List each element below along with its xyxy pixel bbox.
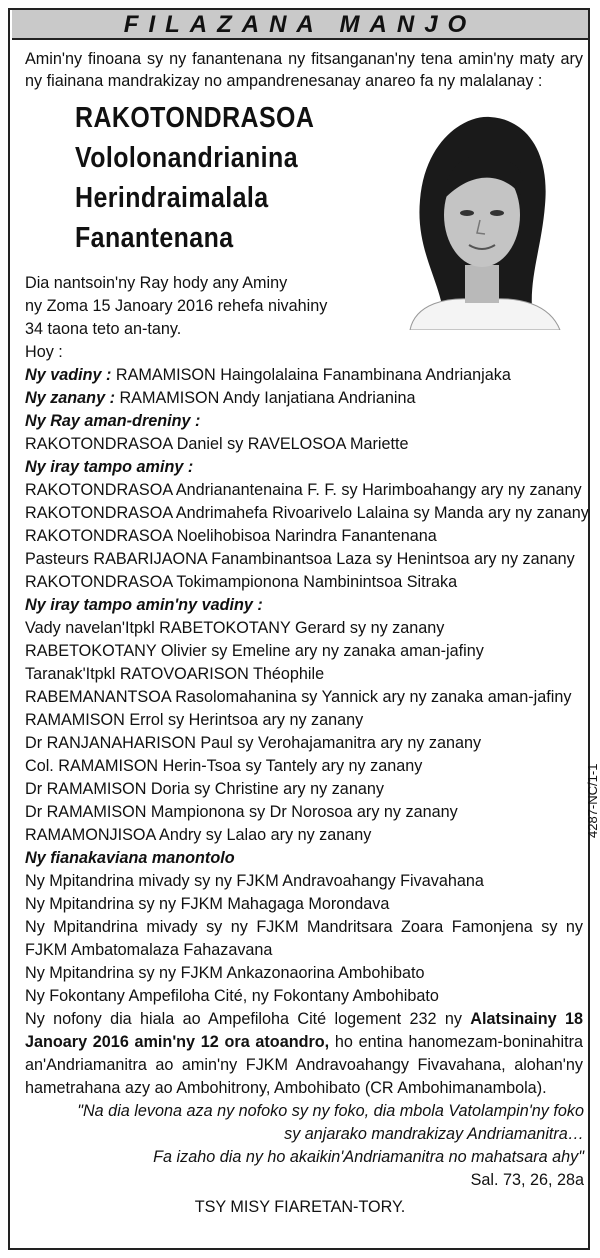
death-line-2: ny Zoma 15 Janoary 2016 rehefa nivahiny xyxy=(25,297,328,315)
inlaw-item: Dr RANJANAHARISON Paul sy Verohajamanitra ary ny zanany xyxy=(25,734,482,752)
intro-text: Amin'ny finoana sy ny fanantenana ny fitsanganan'ny tena amin'ny maty ary ny fiainana mandrakizay no ampandrenesanay anareo fa ny malalanay : xyxy=(25,50,583,90)
inlaw-item: RABETOKOTANY Olivier sy Emeline ary ny zanaka aman-jafiny xyxy=(25,642,484,660)
siblings-label: Ny iray tampo aminy : xyxy=(25,458,194,476)
funeral-date: Alatsinainy 18 Janoary 2016 amin'ny 12 ora atoandro, xyxy=(25,1010,583,1051)
family-item: Ny Mpitandrina sy ny FJKM Ankazonaorina Ambohibato xyxy=(25,964,425,982)
death-line-3: 34 taona teto an-tany. xyxy=(25,320,182,338)
inlaw-item: Col. RAMAMISON Herin-Tsoa sy Tantely ary ny zanany xyxy=(25,757,423,775)
family-item: Ny Mpitandrina sy ny FJKM Mahagaga Morondava xyxy=(25,895,390,913)
spouse-line xyxy=(25,364,511,387)
quote-line-2: sy anjarako mandrakizay Andriamanitra… xyxy=(284,1125,584,1143)
inlaw-item: Dr RAMAMISON Doria sy Christine ary ny zanany xyxy=(25,780,384,798)
sibling-item: RAKOTONDRASOA Andrianantenaina F. F. sy Harimboahangy ary ny zanany xyxy=(25,481,582,499)
closing-text: TSY MISY FIARETAN-TORY. xyxy=(194,1198,406,1216)
family-paragraph: Ny Mpitandrina mivady sy ny FJKM Mandritsara Zoara Famonjena sy ny FJKM Ambatomalaza Fahazavana xyxy=(25,918,583,959)
inlaw-item: RAMAMONJISOA Andry sy Lalao ary ny zanany xyxy=(25,826,372,844)
children-value: RAMAMISON Andy Ianjatiana Andrianina xyxy=(114,389,416,407)
parents-label: Ny Ray aman-dreniny : xyxy=(25,412,201,430)
parents-value: RAKOTONDRASOA Daniel sy RAVELOSOA Mariette xyxy=(25,435,409,453)
death-line-4: Hoy : xyxy=(25,343,63,361)
sibling-item: RAKOTONDRASOA Tokimampionona Nambinintsoa Sitraka xyxy=(25,573,458,591)
deceased-name-line-3: Herindraimalala xyxy=(75,182,269,214)
notice-header xyxy=(12,10,588,40)
deceased-name-line-1: RAKOTONDRASOA xyxy=(75,102,315,134)
funeral-paragraph xyxy=(25,1008,583,1100)
sibling-item: RAKOTONDRASOA Andrimahefa Rivoarivelo Lalaina sy Manda ary ny zanany xyxy=(25,504,589,522)
deceased-name-line-2: Vololonandrianina xyxy=(75,142,299,174)
family-item: Ny Fokontany Ampefiloha Cité, ny Fokontany Ambohibato xyxy=(25,987,439,1005)
sibling-item: Pasteurs RABARIJAONA Fanambinantsoa Laza sy Henintsoa ary ny zanany xyxy=(25,550,575,568)
death-line-1: Dia nantsoin'ny Ray hody any Aminy xyxy=(25,274,288,292)
side-reference: 4287-NC/1-1 xyxy=(585,763,600,838)
inlaw-item: RAMAMISON Errol sy Herintsoa ary ny zanany xyxy=(25,711,364,729)
spouse-label: Ny vadiny : xyxy=(25,366,112,384)
children-line xyxy=(25,387,416,410)
portrait-image xyxy=(385,105,580,330)
inlaws-label: Ny iray tampo amin'ny vadiny : xyxy=(25,596,263,614)
inlaw-item: Taranak'Itpkl RATOVOARISON Théophile xyxy=(25,665,325,683)
children-label: Ny zanany : xyxy=(25,389,115,407)
quote-reference: Sal. 73, 26, 28a xyxy=(470,1171,584,1189)
sibling-item: RAKOTONDRASOA Noelihobisoa Narindra Fanantenana xyxy=(25,527,437,545)
inlaw-item: RABEMANANTSOA Rasolomahanina sy Yannick ary ny zanaka aman-jafiny xyxy=(25,688,572,706)
family-item: Ny Mpitandrina mivady sy ny FJKM Andravoahangy Fivavahana xyxy=(25,872,484,890)
family-label: Ny fianakaviana manontolo xyxy=(25,849,235,867)
funeral-post: ho entina hanomezam-boninahitra an'Andriamanitra ao amin'ny FJKM Andravoahangy Fivavahana, alohan'ny hametrahana azy ao Ambohitrony, Ambohibato (CR Ambohimanambola). xyxy=(25,1033,584,1097)
spouse-value: RAMAMISON Haingolalaina Fanambinana Andrianjaka xyxy=(111,366,511,384)
inlaw-item: Dr RAMAMISON Mampionona sy Dr Norosoa ary ny zanany xyxy=(25,803,458,821)
inlaw-item: Vady navelan'Itpkl RABETOKOTANY Gerard sy ny zanany xyxy=(25,619,445,637)
quote-line-1: "Na dia levona aza ny nofoko sy ny foko, dia mbola Vatolampin'ny foko xyxy=(77,1102,584,1120)
deceased-name-line-4: Fanantenana xyxy=(75,222,234,254)
notice-title: FILAZANA MANJO xyxy=(123,11,477,38)
funeral-pre: Ny nofony dia hiala ao Ampefiloha Cité logement 232 ny xyxy=(25,1010,471,1028)
deceased-photo xyxy=(385,105,580,330)
quote-line-3: Fa izaho dia ny ho akaikin'Andriamanitra no mahatsara ahy" xyxy=(153,1148,584,1166)
